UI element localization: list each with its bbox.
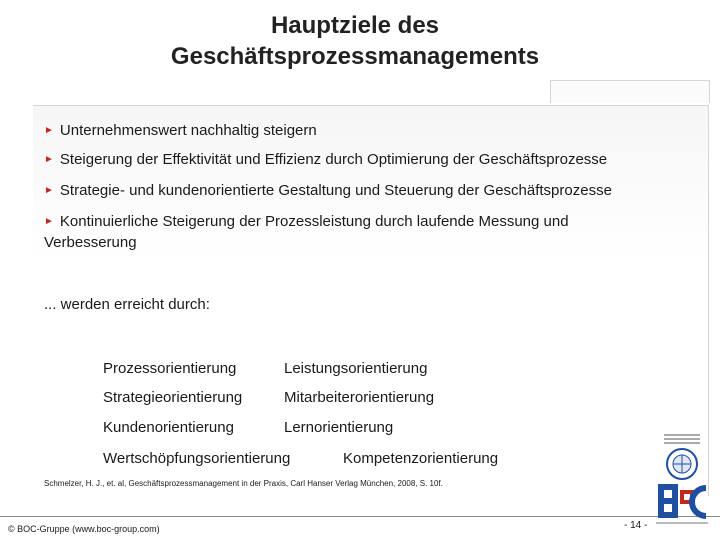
orientation-item: Leistungsorientierung [284, 360, 428, 377]
bullet-arrow-icon: ► [44, 154, 54, 165]
title-line-2: Geschäftsprozessmanagements [170, 43, 540, 70]
bullet-arrow-icon: ► [44, 216, 54, 227]
orientation-item: Kompetenzorientierung [343, 450, 499, 467]
bullet-text: Kontinuierliche Steigerung der Prozessleistung durch laufende Messung und Verbesserung [44, 213, 569, 251]
bullet-text: Strategie- und kundenorientierte Gestaltung und Steuerung der Geschäftsprozesse [59, 182, 612, 199]
bullet-arrow-icon: ► [44, 185, 54, 196]
university-boc-logo-icon [650, 430, 714, 528]
page-number: - 14 - [624, 520, 648, 531]
orientation-item: Wertschöpfungsorientierung [103, 450, 291, 467]
copyright: © BOC-Gruppe (www.boc-group.com) [8, 524, 160, 534]
title-line-1: Hauptziele des [270, 12, 440, 39]
bullet-item-2 [44, 149, 607, 170]
citation: Schmelzer, H. J., et. al, Geschäftsprozessmanagement in der Praxis, Carl Hanser Verlag München, 2008, S. 10f. [44, 479, 443, 488]
orientation-item: Kundenorientierung [103, 419, 234, 436]
decorative-header-box [550, 80, 710, 103]
bullet-text: Unternehmenswert nachhaltig steigern [59, 122, 317, 139]
page-title [100, 10, 610, 72]
bullet-item-3 [44, 180, 612, 201]
reached-by-heading: ... werden erreicht durch: [44, 296, 210, 313]
orientation-item: Strategieorientierung [103, 389, 243, 406]
orientation-item: Lernorientierung [284, 419, 394, 436]
footer-divider [0, 516, 720, 517]
orientation-item: Mitarbeiterorientierung [284, 389, 435, 406]
orientation-item: Prozessorientierung [103, 360, 237, 377]
bullet-arrow-icon: ► [44, 125, 54, 136]
bullet-item-4 [44, 211, 624, 253]
bullet-item-1 [44, 120, 317, 141]
bullet-text: Steigerung der Effektivität und Effizienz durch Optimierung der Geschäftsprozesse [59, 151, 608, 168]
